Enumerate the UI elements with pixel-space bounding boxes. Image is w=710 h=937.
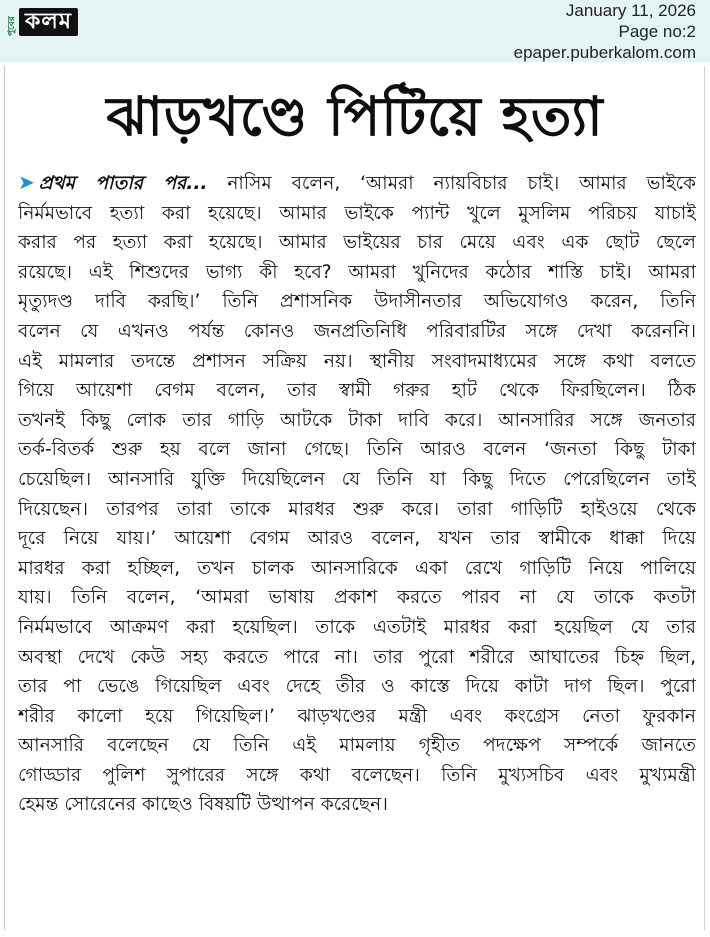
article-lead: প্রথম পাতার পর... bbox=[38, 173, 208, 194]
article-line: আনসারি বলেছেন যে তিনি এই মামলায় গৃহীত পদক্ষেপ সম্পর্কে জানতে bbox=[18, 735, 696, 757]
article-line: তার পা ভেঙে গিয়েছিল এবং দেহে তীর ও কাস্তে দিয়ে কাটা দাগ ছিল। পুরো bbox=[18, 676, 696, 698]
article-line: চেয়েছিল। আনসারি যুক্তি দিয়েছিলেন যে তিনি যা কিছু দিতে পেরেছিলেন তাই bbox=[18, 468, 696, 490]
article-line: দিয়েছেন। তারপর তারা তাকে মারধর শুরু করে। তারা গাড়িটি হাইওয়ে থেকে bbox=[18, 498, 696, 520]
article-line: তর্ক-বিতর্ক শুরু হয় বলে জানা গেছে। তিনি আরও বলেন ‘জনতা কিছু টাকা bbox=[18, 439, 696, 461]
article-line: তখনই কিছু লোক তার গাড়ি আটকে টাকা দাবি করে। আনসারির সঙ্গে জনতার bbox=[18, 409, 696, 431]
article-line: যায়। তিনি বলেন, ‘আমরা ভাষায় প্রকাশ করতে পারব না যে তাকে কতটা bbox=[18, 587, 696, 609]
article-line: রয়েছে। এই শিশুদের ভাগ্য কী হবে? আমরা খুনিদের কঠোর শাস্তি চাই। আমরা bbox=[18, 261, 696, 283]
article-line: দূরে নিয়ে যায়।’ আয়েশা বেগম আরও বলেন, যখন তার স্বামীকে ধাক্কা দিয়ে bbox=[18, 528, 696, 550]
article-line: হেমন্ত সোরেনের কাছেও বিষয়টি উত্থাপন করেছেন। bbox=[18, 794, 388, 816]
article-line: বলেন যে এখনও পর্যন্ত কোনও জনপ্রতিনিধি পরিবারটির সঙ্গে দেখা করেননি। bbox=[18, 320, 696, 342]
edition-date: January 11, 2026 bbox=[565, 1, 696, 20]
article-line: গিয়ে আয়েশা বেগম বলেন, তার স্বামী গরুর হাট থেকে ফিরছিলেন। ঠিক bbox=[18, 380, 696, 402]
article-line: নির্মমভাবে আক্রমণ করা হয়েছিল। তাকে এতটাই মারধর করা হয়েছিল যে তার bbox=[18, 616, 696, 638]
logo-text: কলম bbox=[19, 8, 78, 36]
article-line: শরীর কালো হয়ে গিয়েছিল।’ ঝাড়খণ্ডের মন্ত্রী এবং কংগ্রেস নেতা ফুরকান bbox=[18, 705, 696, 727]
article-line: অবস্থা দেখে কেউ সহ্য করতে পারে না। তার পুরো শরীরে আঘাতের চিহ্ন ছিল, bbox=[18, 646, 696, 668]
arrow-right-icon: ➤ bbox=[18, 170, 35, 194]
article-line: মৃত্যুদণ্ড দাবি করছি।’ তিনি প্রশাসনিক উদাসীনতার অভিযোগও করেন, তিনি bbox=[18, 291, 696, 313]
site-url[interactable]: epaper.puberkalom.com bbox=[513, 43, 696, 62]
page-number: Page no:2 bbox=[618, 22, 696, 41]
right-column-rule bbox=[704, 66, 705, 930]
article-line bbox=[18, 168, 696, 199]
article-line-text: নাসিম বলেন, ‘আমরা ন্যায়বিচার চাই। আমার ভাইকে bbox=[207, 173, 696, 194]
article-headline: ঝাড়খণ্ডে পিটিয়ে হত্যা bbox=[106, 85, 604, 148]
header-bar bbox=[0, 0, 710, 62]
article-line: এই মামলার তদন্তে প্রশাসন সক্রিয় নয়। স্থানীয় সংবাদমাধ্যমের সঙ্গে কথা বলতে bbox=[18, 350, 696, 372]
edition-meta bbox=[514, 0, 696, 63]
logo-small-text: পুবের bbox=[7, 16, 17, 36]
left-column-rule bbox=[4, 66, 5, 930]
article-line: মারধর করা হচ্ছিল, তখন চালক আনসারিকে একা রেখে গাড়িটি নিয়ে পালিয়ে bbox=[18, 557, 696, 579]
article-line: নির্মমভাবে হত্যা করা হয়েছে। আমার ভাইকে প্যান্ট খুলে মুসলিম পরিচয় যাচাই bbox=[18, 202, 696, 224]
newspaper-logo[interactable] bbox=[8, 6, 78, 36]
article-body bbox=[18, 168, 696, 820]
article-line: করার পর হত্যা করা হয়েছে। আমার ভাইয়ের চার মেয়ে এবং এক ছোট ছেলে bbox=[18, 232, 696, 254]
article-line: গোড্ডার পুলিশ সুপারের সঙ্গে কথা বলেছেন। তিনি মুখ্যসচিব এবং মুখ্যমন্ত্রী bbox=[18, 764, 696, 786]
